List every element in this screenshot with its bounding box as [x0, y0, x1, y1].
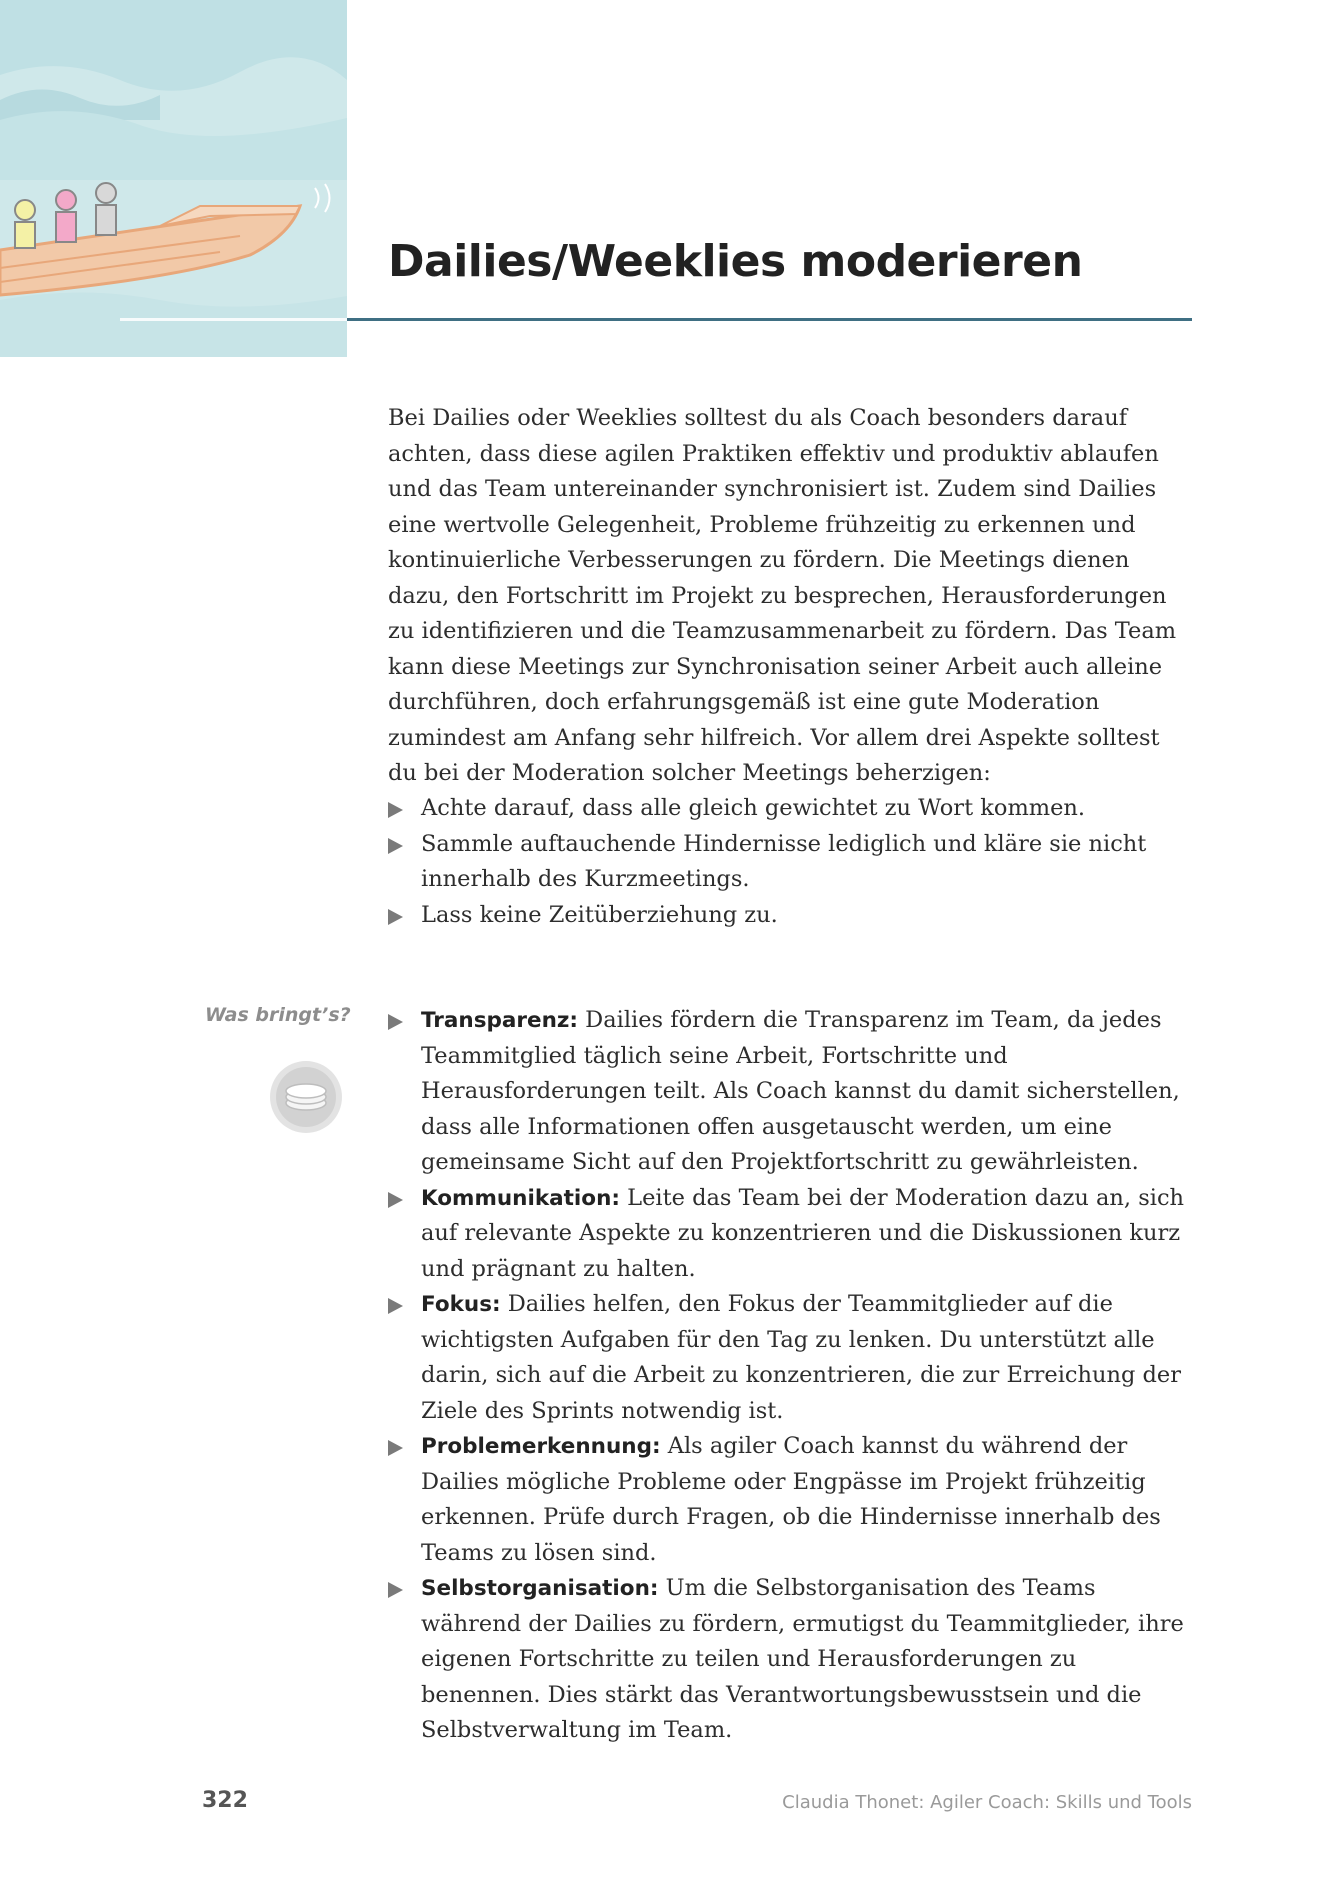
list-item: Fokus: Dailies helfen, den Fokus der Teammitglieder auf die wichtigsten Aufgaben für den Tag zu lenken. Du unterstützt alle darin, sich auf die Arbeit zu konzentrieren, die zur Erreichung der Ziele des Sprints notwendig ist. [388, 1287, 1188, 1429]
list-item: Lass keine Zeitüberziehung zu. [388, 898, 1188, 934]
bullet-arrow-icon [388, 1440, 403, 1456]
list-item: Sammle auftauchende Hindernisse lediglich und kläre sie nicht innerhalb des Kurzmeetings. [388, 827, 1188, 898]
bullet-arrow-icon [388, 1298, 403, 1314]
intro-section [388, 401, 1188, 792]
title-underline-left [120, 318, 347, 321]
benefits-list [388, 1003, 1188, 1749]
bullet-arrow-icon [388, 909, 403, 925]
intro-paragraph: Bei Dailies oder Weeklies solltest du als Coach besonders darauf achten, dass diese agilen Praktiken effektiv und produktiv ablaufen und das Team untereinander synchronisiert ist. Zudem sind Dailies eine wertvolle Gelegenheit, Probleme frühzeitig zu erkennen und kontinuierliche Verbesserungen zu fördern. Die Meetings dienen dazu, den Fortschritt im Projekt zu besprechen, Herausforderungen zu identifizieren und die Teamzusammenarbeit zu fördern. Das Team kann diese Meetings zur Synchronisation seiner Arbeit auch alleine durchführen, doch erfahrungsgemäß ist eine gute Moderation zumindest am Anfang sehr hilfreich. Vor allem drei Aspekte solltest du bei der Moderation solcher Meetings beherzigen: [388, 405, 1177, 786]
footer-book-title: Claudia Thonet: Agiler Coach: Skills und Tools [782, 1792, 1192, 1813]
bullet-arrow-icon [388, 802, 403, 818]
bullet-arrow-icon [388, 838, 403, 854]
tips-list [388, 791, 1188, 933]
page-title: Dailies/Weeklies moderieren [388, 236, 1083, 287]
list-item: Kommunikation: Leite das Team bei der Moderation dazu an, sich auf relevante Aspekte zu konzentrieren und die Diskussionen kurz und prägnant zu halten. [388, 1181, 1188, 1288]
list-item: Selbstorganisation: Um die Selbstorganisation des Teams während der Dailies zu fördern, ermutigst du Teammitglieder, ihre eigenen Fortschritte zu teilen und Herausforderungen zu benennen. Dies stärkt das Verantwortungsbewusstsein und die Selbstverwaltung im Team. [388, 1571, 1188, 1749]
title-underline [347, 318, 1192, 321]
bullet-arrow-icon [388, 1014, 403, 1030]
list-item: Problemerkennung: Als agiler Coach kannst du während der Dailies mögliche Probleme oder Engpässe im Projekt frühzeitig erkennen. Prüfe durch Fragen, ob die Hindernisse innerhalb des Teams zu lösen sind. [388, 1429, 1188, 1571]
boat-illustration [0, 0, 347, 357]
side-label: Was bringt’s? [205, 1004, 351, 1026]
header-illustration [0, 0, 347, 357]
list-item: Achte darauf, dass alle gleich gewichtet zu Wort kommen. [388, 791, 1188, 827]
list-item: Transparenz: Dailies fördern die Transparenz im Team, da jedes Teammitglied täglich seine Arbeit, Fortschritte und Herausforderungen teilt. Als Coach kannst du damit sicherstellen, dass alle Informationen offen ausgetauscht werden, um eine gemeinsame Sicht auf den Projektfortschritt zu gewährleisten. [388, 1003, 1188, 1181]
coin-stack-icon [266, 1057, 346, 1137]
bullet-arrow-icon [388, 1582, 403, 1598]
bullet-arrow-icon [388, 1192, 403, 1208]
page-number: 322 [202, 1788, 248, 1813]
